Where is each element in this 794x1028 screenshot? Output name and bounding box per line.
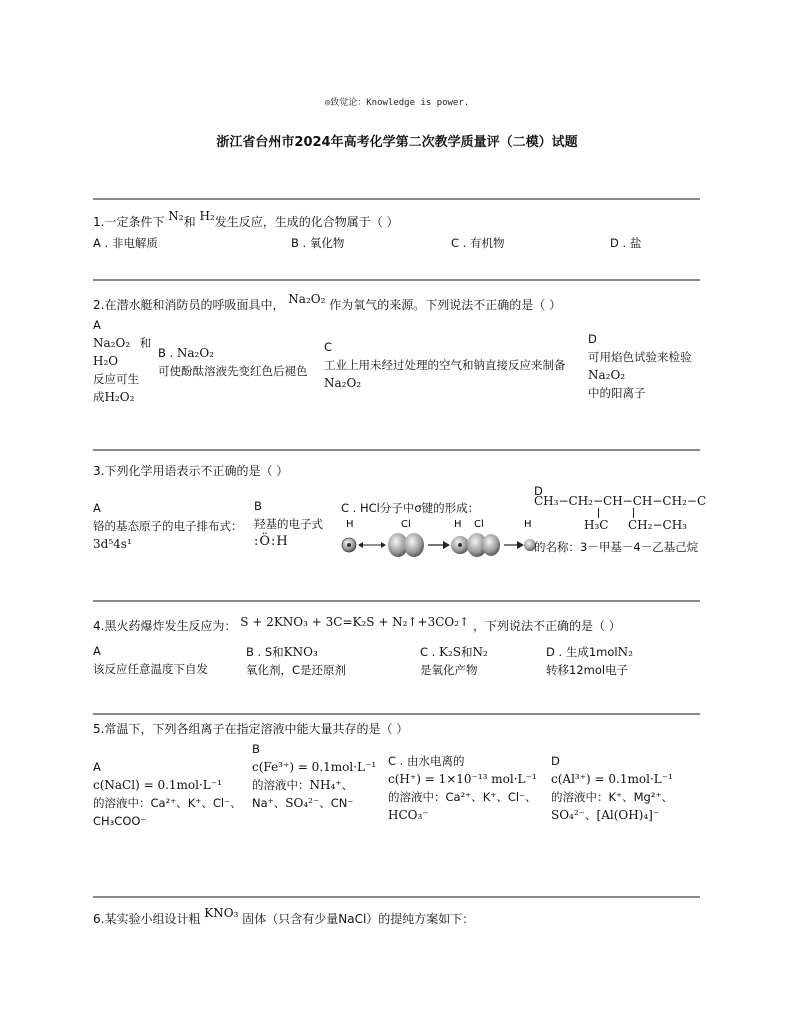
question-stem: 1.一定条件下 N₂和 H₂发生反应，生成的化合物属于（ ） bbox=[93, 209, 399, 229]
option-b[interactable]: B . Na₂O₂ 可使酚酞溶液先变红色后褪色 bbox=[158, 346, 308, 378]
bond-line bbox=[633, 508, 634, 518]
option-a[interactable]: A . 非电解质 bbox=[93, 236, 158, 250]
option-a[interactable]: A 铬的基态原子的电子排布式：3d⁵4s¹ bbox=[93, 501, 243, 551]
divider bbox=[93, 279, 700, 281]
page-title: 浙江省台州市2024年高考化学第二次教学质量评（二模）试题 bbox=[216, 135, 578, 150]
option-b[interactable]: B 羟基的电子式 :Ö:H bbox=[254, 499, 323, 549]
motto: ◎致觉论：Knowledge is power. bbox=[324, 98, 470, 108]
atom-label: H bbox=[346, 519, 354, 530]
option-b[interactable]: B . S和KNO₃ 氧化剂，C是还原剂 bbox=[246, 645, 347, 677]
question-stem: 2.在潜水艇和消防员的呼吸面具中， Na₂O₂ 作为氧气的来源。下列说法不正确的是（ ） bbox=[93, 292, 562, 312]
option-d[interactable]: D c(Al³⁺) = 0.1mol·L⁻¹ 的溶液中：K⁺、Mg²⁺、SO₄²⁻、[Al(OH)₄]⁻ bbox=[551, 754, 674, 822]
option-b[interactable]: B c(Fe³⁺) = 0.1mol·L⁻¹ 的溶液中：NH₄⁺、Na⁺、SO₄²⁻、CN⁻ bbox=[252, 742, 377, 810]
methyl-group: H₃C bbox=[584, 518, 609, 532]
option-c[interactable]: C . HCl分子中σ键的形成： bbox=[341, 501, 480, 515]
formula-h2: H₂ bbox=[199, 209, 215, 223]
alkane-name: 的名称：3－甲基－4－乙基己烷 bbox=[534, 540, 699, 554]
option-a[interactable]: A Na₂O₂ 和 H₂O 反应可生成H₂O₂ bbox=[93, 318, 152, 404]
sigma-bond-diagram bbox=[338, 515, 538, 563]
atom-label: Cl bbox=[474, 519, 484, 530]
formula-n2: N₂ bbox=[168, 209, 184, 223]
option-c[interactable]: C 工业上用未经过处理的空气和钠直接反应来制备Na₂O₂ bbox=[324, 340, 566, 390]
bond-line bbox=[598, 508, 599, 518]
option-c[interactable]: C . 有机物 bbox=[451, 236, 505, 250]
hydroxyl-electron-formula: :Ö:H bbox=[254, 534, 289, 549]
question-stem: 6.某实验小组设计粗 KNO₃ 固体（只含有少量NaCl）的提纯方案如下： bbox=[93, 906, 475, 926]
formula-kno3: KNO₃ bbox=[204, 906, 239, 920]
formula-na2o2: Na₂O₂ bbox=[288, 292, 326, 306]
option-c[interactable]: C . K₂S和N₂ 是氧化产物 bbox=[420, 645, 488, 677]
ethyl-group: CH₂−CH₃ bbox=[628, 518, 687, 532]
question-stem: 5.常温下，下列各组离子在指定溶液中能大量共存的是（ ） bbox=[93, 722, 409, 736]
atom-label: Cl bbox=[401, 519, 411, 530]
option-c[interactable]: C . 由水电离的 c(H⁺) = 1×10⁻¹³ mol·L⁻¹ 的溶液中：Ca²⁺、K⁺、Cl⁻、HCO₃⁻ bbox=[388, 754, 537, 822]
divider bbox=[93, 600, 700, 602]
option-d[interactable]: D bbox=[534, 484, 543, 498]
option-d[interactable]: D . 生成1molN₂ 转移12mol电子 bbox=[546, 645, 633, 677]
option-d[interactable]: D . 盐 bbox=[610, 236, 642, 250]
divider bbox=[93, 896, 700, 898]
divider bbox=[93, 713, 700, 715]
atom-label: H bbox=[524, 519, 532, 530]
option-a[interactable]: A c(NaCl) = 0.1mol·L⁻¹ 的溶液中：Ca²⁺、K⁺、Cl⁻、CH₃COO⁻ bbox=[93, 760, 242, 828]
option-a[interactable]: A 该反应任意温度下自发 bbox=[93, 644, 208, 676]
option-b[interactable]: B . 氧化物 bbox=[291, 236, 345, 250]
reaction-equation: S + 2KNO₃ + 3C=K₂S + N₂↑+3CO₂↑ bbox=[240, 615, 470, 629]
question-stem: 4.黑火药爆炸发生反应为： S + 2KNO₃ + 3C=K₂S + N₂↑+3CO₂↑ ，下列说法不正确的是（ ） bbox=[93, 615, 621, 633]
option-d[interactable]: D 可用焰色试验来检验Na₂O₂ 中的阳离子 bbox=[588, 332, 692, 400]
atom-label: H bbox=[454, 519, 462, 530]
divider bbox=[93, 198, 700, 200]
alkane-chain: CH₃−CH₂−CH−CH−CH₂−C bbox=[534, 494, 707, 508]
divider bbox=[93, 449, 700, 451]
question-stem: 3.下列化学用语表示不正确的是（ ） bbox=[93, 464, 289, 478]
